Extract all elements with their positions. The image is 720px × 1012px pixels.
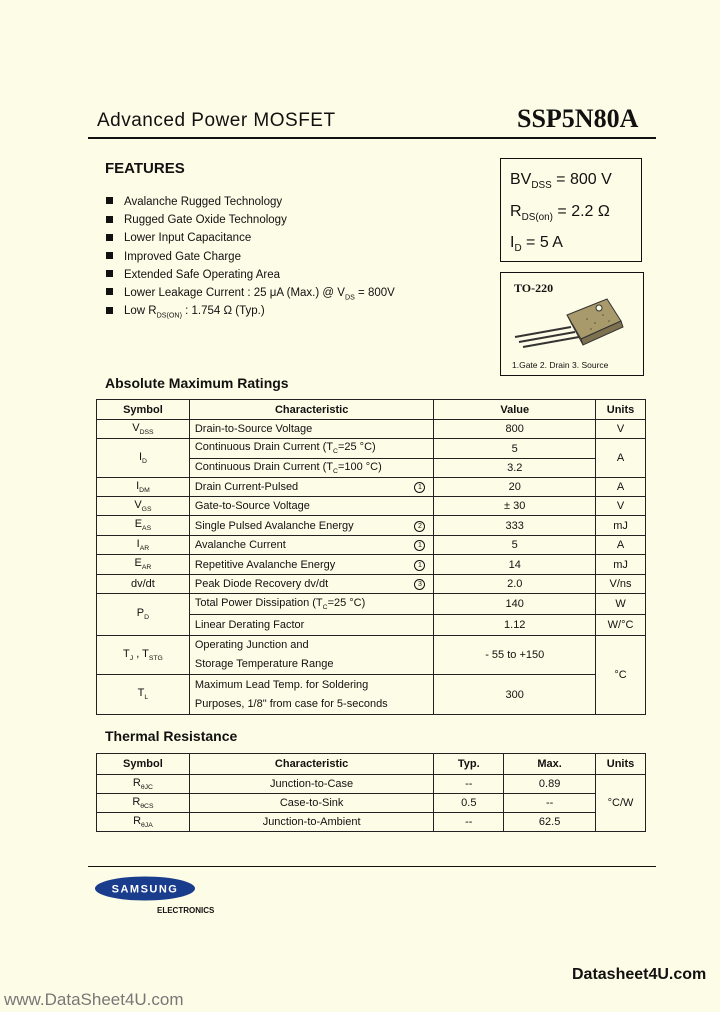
note-marker: 2 [414,521,425,532]
footer-url-link[interactable]: www.DataSheet4U.com [4,990,184,1009]
table-row: $E_{AR}$ Repetitive Avalanche Energy 1 14 mJ [97,555,646,575]
header-divider [88,137,656,139]
abs-max-table [96,399,646,715]
table-header-row: Symbol Characteristic Value Units [97,400,646,420]
list-item: Lower Input Capacitance [106,229,395,247]
table-row: $V_{GS}$ Gate-to-Source Voltage ± 30 V [97,497,646,516]
bullet-icon [106,288,113,295]
rdson-spec: $R_{DS(on)} = 2.2$ Ω [510,203,610,224]
bullet-icon [106,307,113,314]
list-item: Extended Safe Operating Area [106,266,395,284]
table-row: dv/dt Peak Diode Recovery dv/dt 3 2.0 V/ns [97,575,646,594]
table-row: $I_{DM}$ Drain Current-Pulsed 1 20 A [97,478,646,497]
note-marker: 3 [414,579,425,590]
list-item: Lower Leakage Current : 25 μA (Max.) @ $V_{DS} = 800V$ [106,284,395,302]
key-specs-box [500,158,642,262]
bullet-icon [106,270,113,277]
table-row: Continuous Drain Current ($T_C=100$ °C) 3.2 [97,459,646,478]
table-row: $T_L$ Maximum Lead Temp. for Soldering Purposes, 1/8" from case for 5-seconds 300 [97,675,646,715]
samsung-logo [94,876,196,901]
list-item: Low $R_{DS(ON)}$ : 1.754 Ω (Typ.) [106,302,395,320]
table-row: $E_{AS}$ Single Pulsed Avalanche Energy 2 333 mJ [97,516,646,536]
id-spec: $I_D = 5$ A [510,234,563,255]
table-row: $V_{DSS}$ Drain-to-Source Voltage 800 V [97,420,646,439]
pin-legend: 1.Gate 2. Drain 3. Source [512,360,609,370]
datasheet4u-logo[interactable]: Datasheet4U.com [572,966,707,983]
svg-text:SAMSUNG: SAMSUNG [111,883,179,896]
bullet-icon [106,252,113,259]
list-item: Improved Gate Charge [106,248,395,266]
abs-max-title: Absolute Maximum Ratings [105,375,289,391]
table-row: $R_{\theta JC}$ Junction-to-Case -- 0.89 °C/W [97,775,646,794]
table-row: $I_D$ Continuous Drain Current ($T_C=25$ °C) 5 A [97,439,646,459]
bullet-icon [106,197,113,204]
features-title: FEATURES [105,160,185,177]
samsung-electronics-label: ELECTRONICS [157,906,215,915]
document-subtitle: Advanced Power MOSFET [97,110,336,131]
features-list [106,193,395,320]
table-row: $R_{\theta JA}$ Junction-to-Ambient -- 62.5 [97,813,646,832]
note-marker: 1 [414,560,425,571]
package-box [500,272,644,376]
table-row: $I_{AR}$ Avalanche Current 1 5 A [97,536,646,555]
list-item: Rugged Gate Oxide Technology [106,211,395,229]
note-marker: 1 [414,540,425,551]
bullet-icon [106,216,113,223]
table-row: $T_J$ , $T_{STG}$ Operating Junction and Storage Temperature Range - 55 to +150 °C [97,636,646,675]
thermal-title: Thermal Resistance [105,728,238,744]
part-number: SSP5N80A [517,104,639,133]
note-marker: 1 [414,482,425,493]
to220-package-icon [509,293,637,359]
table-row: Linear Derating Factor 1.12 W/°C [97,615,646,636]
table-header-row: Symbol Characteristic Typ. Max. Units [97,754,646,775]
table-row: $P_D$ Total Power Dissipation ($T_C=25$ °C) 140 W [97,594,646,615]
package-name: TO-220 [514,281,554,295]
table-row: $R_{\theta CS}$ Case-to-Sink 0.5 -- [97,794,646,813]
thermal-table [96,753,646,832]
bullet-icon [106,234,113,241]
list-item: Avalanche Rugged Technology [106,193,395,211]
bvdss-spec: $BV_{DSS} = 800$ V [510,171,612,192]
footer-divider [88,866,656,867]
